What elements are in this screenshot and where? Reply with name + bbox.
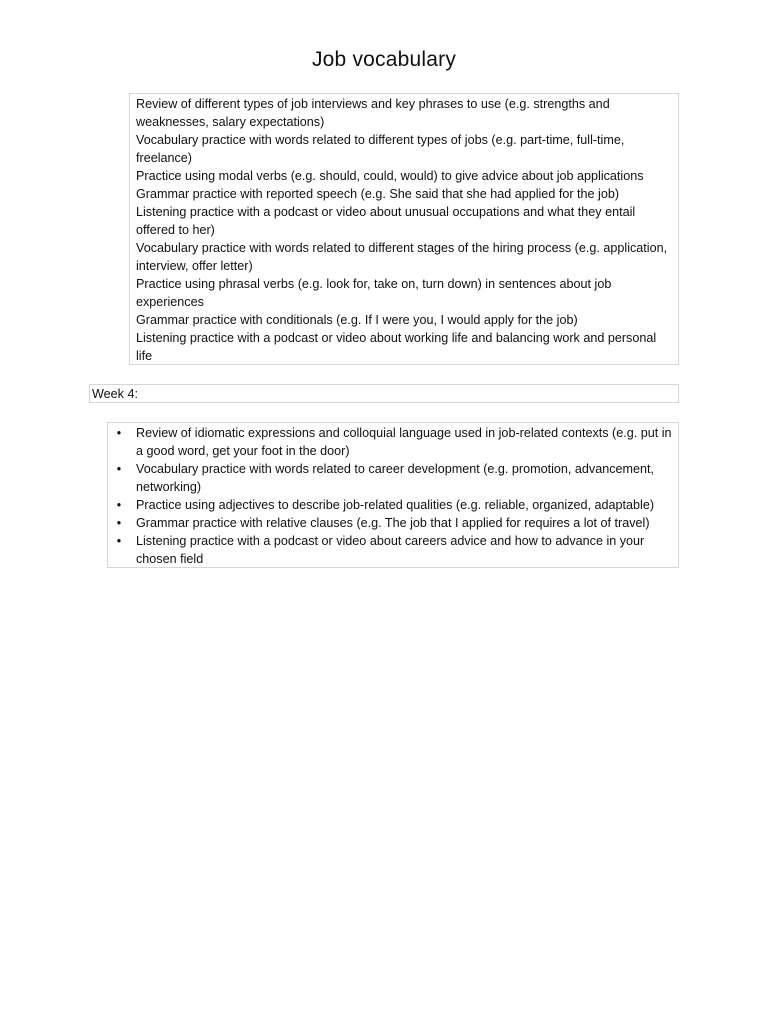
topic-line: Practice using phrasal verbs (e.g. look for, take on, turn down) in sentences about job experiences xyxy=(136,277,612,309)
topic-line: Review of different types of job interviews and key phrases to use (e.g. strengths and weaknesses, salary expectations) xyxy=(136,97,610,129)
week-4-list-box xyxy=(107,422,679,568)
list-item-text: Review of idiomatic expressions and colloquial language used in job-related contexts (e.g. put in a good word, get your foot in the door) xyxy=(136,426,672,458)
topic-line: Listening practice with a podcast or video about working life and balancing work and personal life xyxy=(136,331,657,363)
bullet-icon: • xyxy=(116,534,122,548)
bullet-icon: • xyxy=(116,516,122,530)
topic-line: Practice using modal verbs (e.g. should, could, would) to give advice about job applications xyxy=(136,169,644,183)
topic-line: Grammar practice with reported speech (e.g. She said that she had applied for the job) xyxy=(136,187,620,201)
topic-line: Vocabulary practice with words related to different types of jobs (e.g. part-time, full-time, freelance) xyxy=(136,133,625,165)
lesson-topics-box xyxy=(129,93,679,365)
list-item-text: Practice using adjectives to describe job-related qualities (e.g. reliable, organized, adaptable) xyxy=(136,498,655,512)
list-item xyxy=(108,460,674,496)
list-item-text: Listening practice with a podcast or video about careers advice and how to advance in your chosen field xyxy=(136,534,645,566)
topic-line: Listening practice with a podcast or video about unusual occupations and what they entail offered to her) xyxy=(136,205,636,237)
list-item xyxy=(108,424,674,460)
list-item-text: Vocabulary practice with words related to career development (e.g. promotion, advancement, networking) xyxy=(136,462,655,494)
week-4-list xyxy=(108,424,674,568)
topic-line: Vocabulary practice with words related to different stages of the hiring process (e.g. application, interview, offer letter) xyxy=(136,241,668,273)
page-title: Job vocabulary xyxy=(311,48,457,71)
bullet-icon: • xyxy=(116,498,122,512)
bullet-icon: • xyxy=(116,426,122,440)
topic-line: Grammar practice with conditionals (e.g. If I were you, I would apply for the job) xyxy=(136,313,578,327)
bullet-icon: • xyxy=(116,462,122,476)
week-heading: Week 4: xyxy=(89,384,679,403)
list-item-text: Grammar practice with relative clauses (e.g. The job that I applied for requires a lot of travel) xyxy=(136,516,650,530)
list-item xyxy=(108,514,674,532)
list-item xyxy=(108,532,674,568)
list-item xyxy=(108,496,674,514)
